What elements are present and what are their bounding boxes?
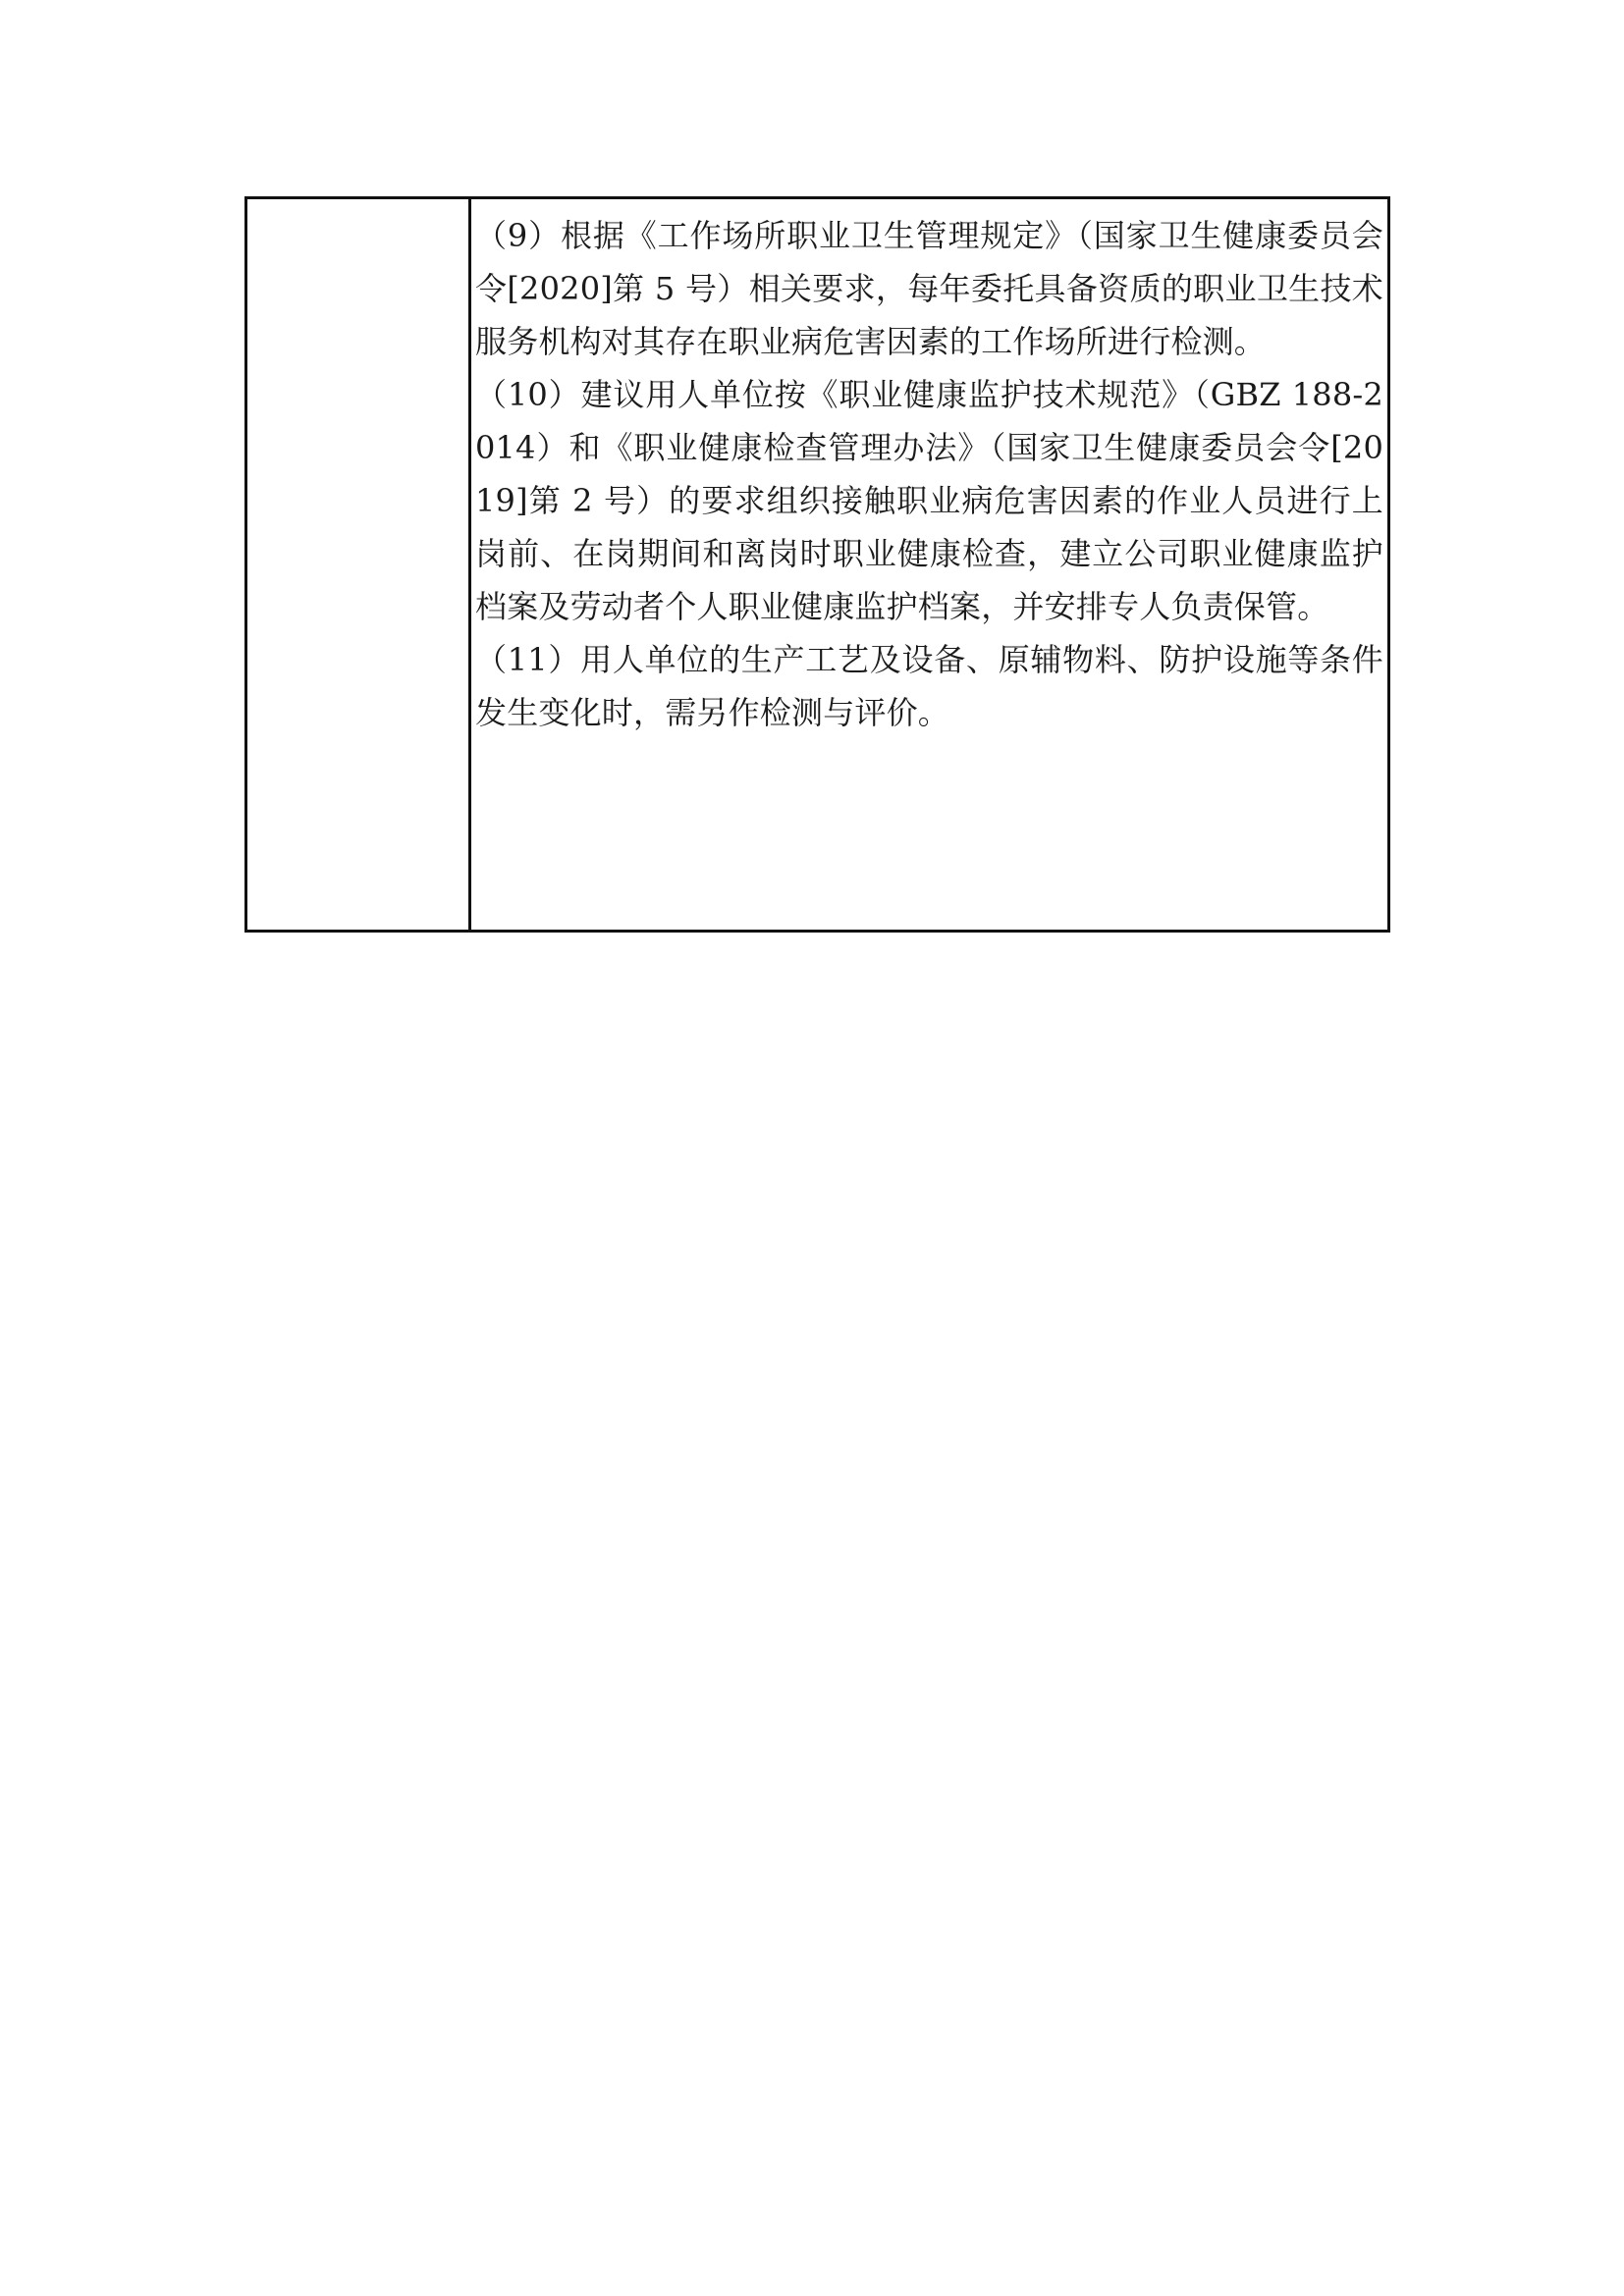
recommendations-table xyxy=(244,196,1390,933)
paragraph-item-10: （10）建议用人单位按《职业健康监护技术规范》（GBZ 188-2014）和《职业健康检查管理办法》（国家卫生健康委员会令[2019]第 2 号）的要求组织接触职业病危害因素的作业人员进行上岗前、在岗期间和离岗时职业健康检查，建立公司职业健康监护档案及劳动者个人职业健康监护档案，并安排专人负责保管。 xyxy=(475,376,1383,625)
paragraph-item-11: （11）用人单位的生产工艺及设备、原辅物料、防护设施等条件发生变化时，需另作检测与评价。 xyxy=(475,641,1383,731)
table-left-cell xyxy=(247,199,471,930)
table-right-cell xyxy=(471,199,1387,930)
paragraph-item-9: （9）根据《工作场所职业卫生管理规定》（国家卫生健康委员会令[2020]第 5 号）相关要求，每年委托具备资质的职业卫生技术服务机构对其存在职业病危害因素的工作场所进行检测。 xyxy=(475,217,1383,360)
